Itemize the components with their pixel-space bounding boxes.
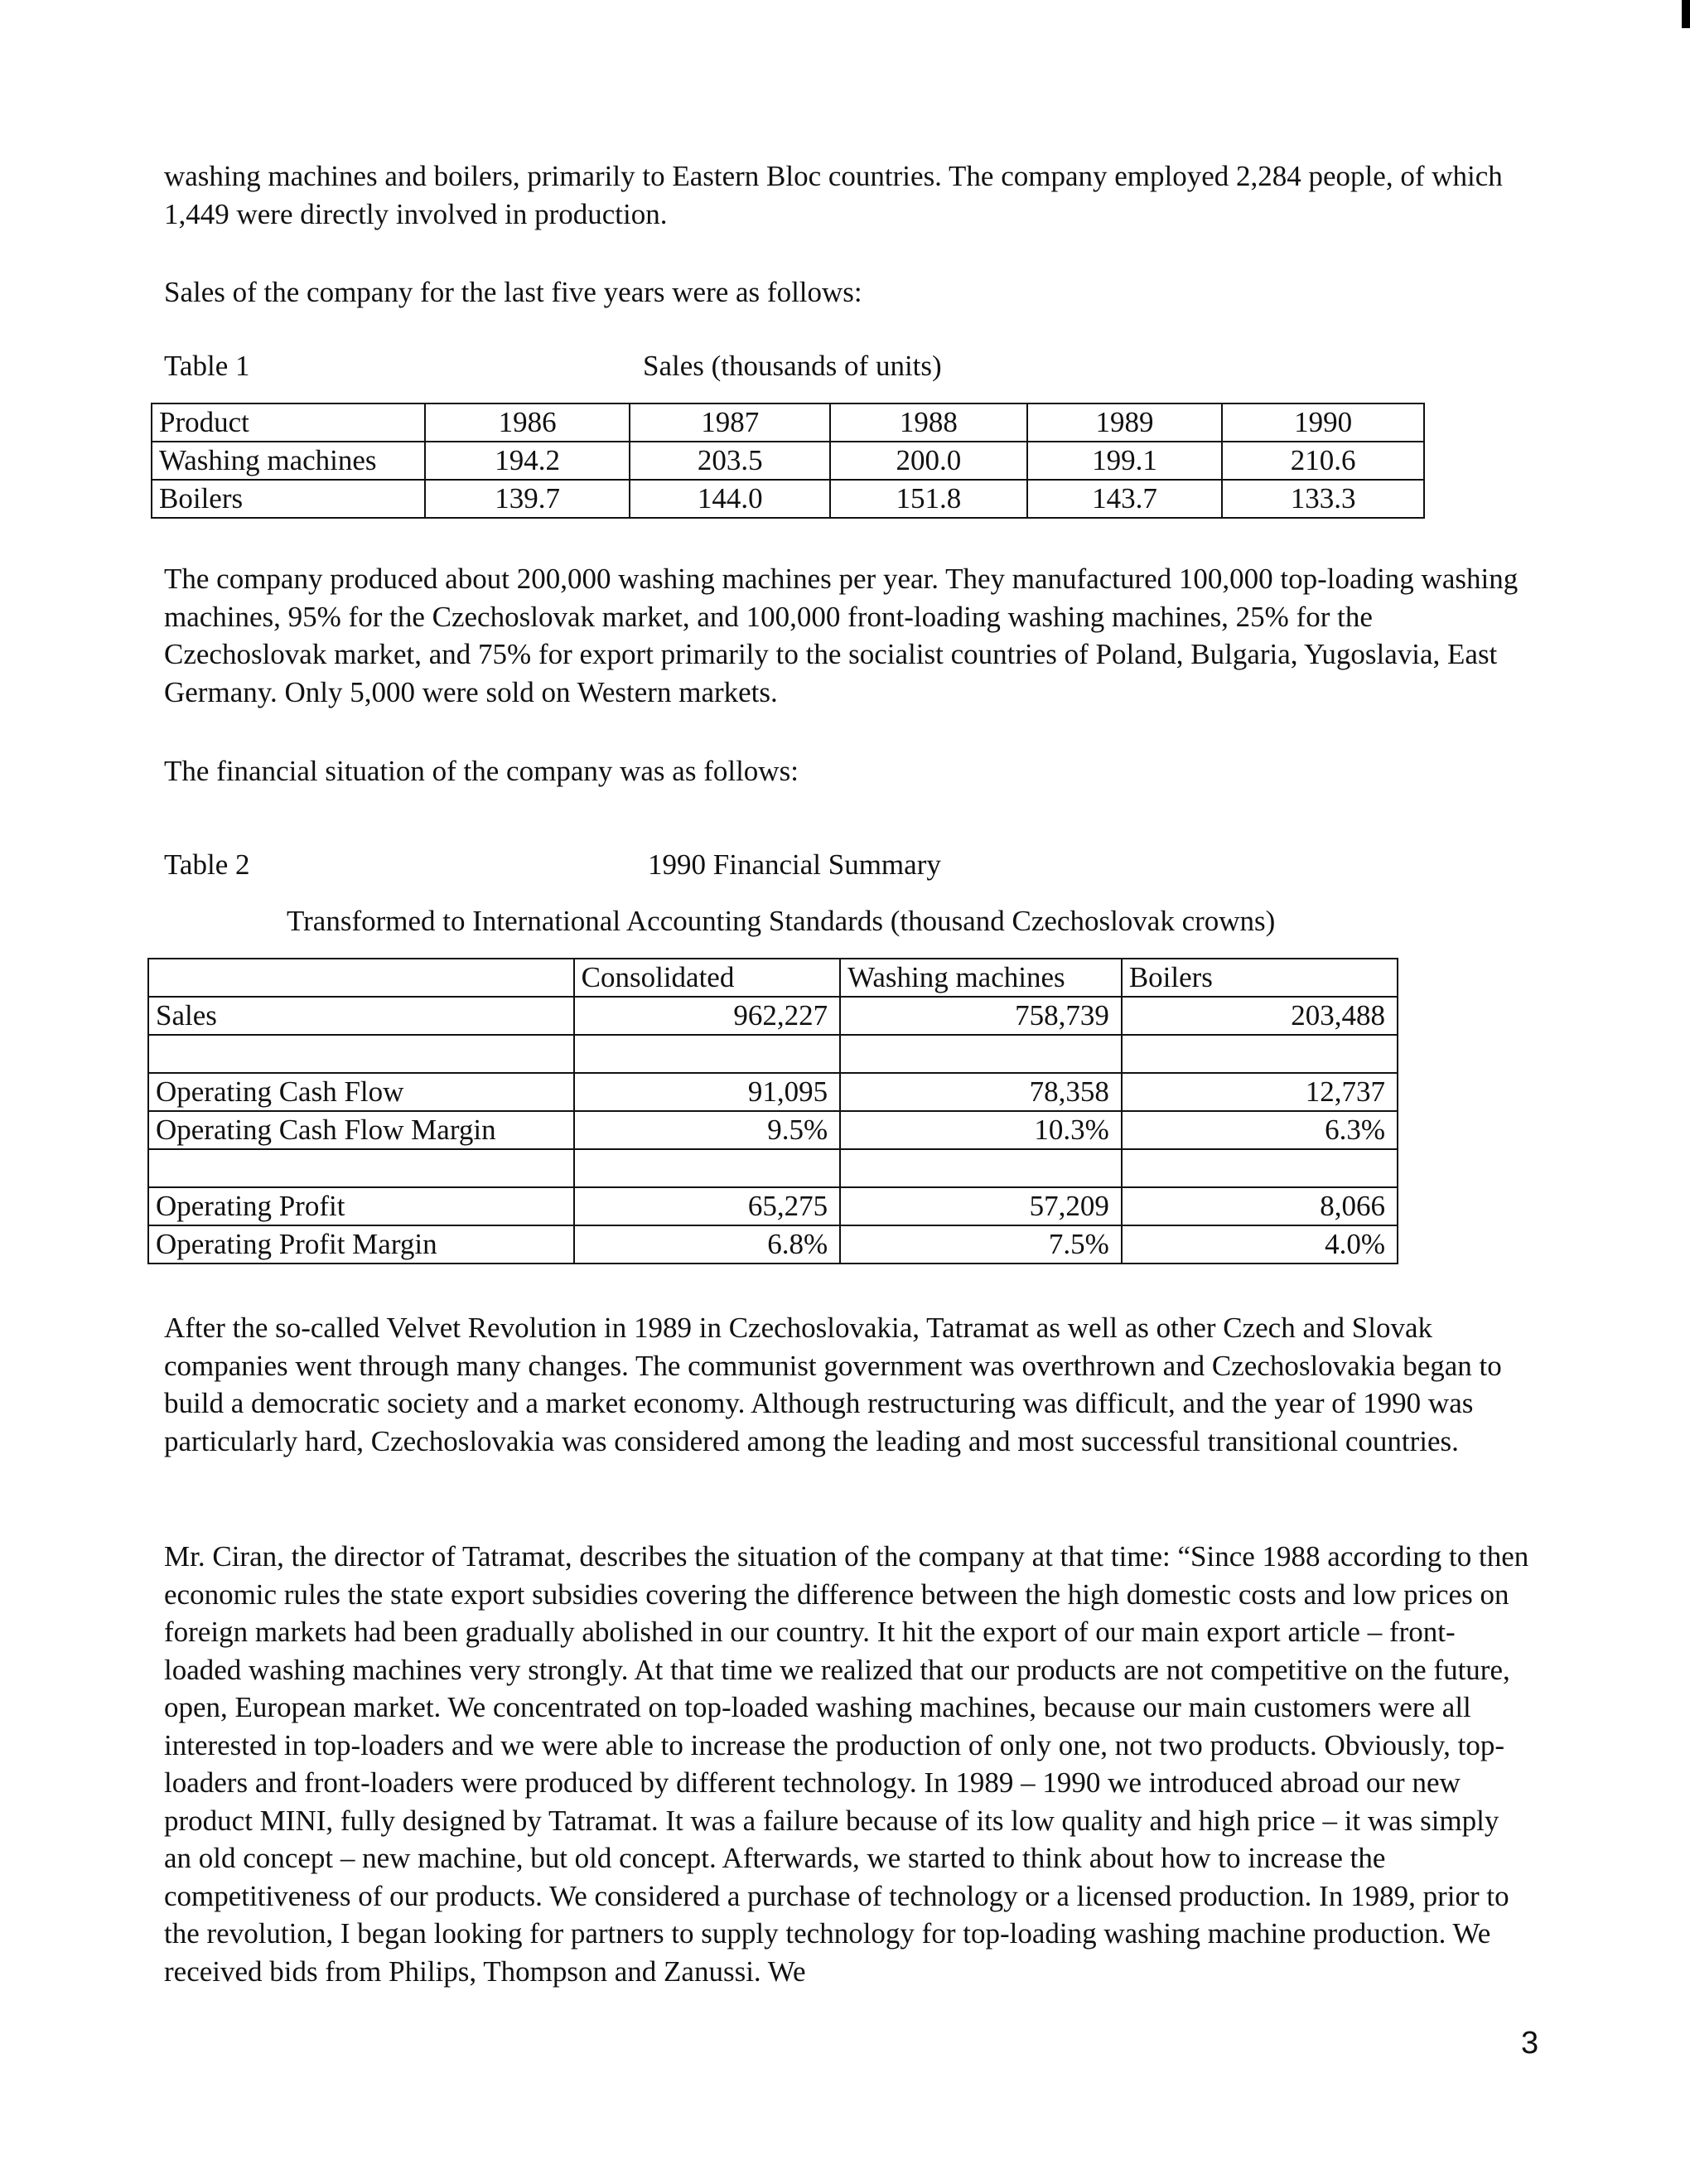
- paragraph-intro: washing machines and boilers, primarily to Eastern Bloc countries. The company employed 2,284 people, of which 1,449 were directly involved in production.: [164, 160, 1503, 230]
- table-header-row: [148, 959, 1398, 997]
- table-header-cell: Washing machines: [840, 959, 1122, 997]
- table-header-cell: 1986: [425, 403, 630, 442]
- table-header-cell: [148, 959, 574, 997]
- table-cell: 6.8%: [574, 1225, 840, 1264]
- table-cell: 12,737: [1122, 1073, 1398, 1111]
- table-cell: 10.3%: [840, 1111, 1122, 1149]
- table-row: [148, 1187, 1398, 1225]
- table-cell: [148, 1035, 574, 1073]
- table-cell: 200.0: [830, 442, 1027, 480]
- paragraph-sales-lead: Sales of the company for the last five years were as follows:: [164, 276, 862, 308]
- table-cell: [840, 1149, 1122, 1187]
- table-cell: [574, 1035, 840, 1073]
- table-header-cell: Boilers: [1122, 959, 1398, 997]
- table-row: [152, 442, 1424, 480]
- table-cell: 139.7: [425, 480, 630, 518]
- table-cell: 91,095: [574, 1073, 840, 1111]
- table2-title: 1990 Financial Summary: [648, 848, 941, 881]
- table-cell: Washing machines: [152, 442, 425, 480]
- table2-label: Table 2: [164, 848, 250, 881]
- table-cell: [1122, 1149, 1398, 1187]
- table-row: [148, 1225, 1398, 1264]
- page-number: 3: [1521, 2026, 1539, 2061]
- table-cell: 4.0%: [1122, 1225, 1398, 1264]
- paragraph-velvet-revolution: After the so-called Velvet Revolution in 1989 in Czechoslovakia, Tatramat as well as other Czech and Slovak companies went through many changes. The communist government was overthrown and Czechoslovakia began to build a democratic society and a market economy. Although restructuring was difficult, and the year of 1990 was particularly hard, Czechoslovakia was considered among the leading and most successful transitional countries.: [164, 1312, 1502, 1457]
- paragraph-director-quote: Mr. Ciran, the director of Tatramat, describes the situation of the company at that time: “Since 1988 according to then economic rules the state export subsidies covering the difference between the high domestic costs and low prices on foreign markets had been gradually abolished in our country. It hit the export of our main export article – front-loaded washing machines very strongly. At that time we realized that our products are not competitive on the future, open, European market. We concentrated on top-loaded washing machines, because our main customers were all interested in top-loaders and we were able to increase the production of only one, not two products. Obviously, top-loaders and front-loaders were produced by different technology. In 1989 – 1990 we introduced abroad our new product MINI, fully designed by Tatramat. It was a failure because of its low quality and high price – it was simply an old concept – new machine, but old concept. Afterwards, we started to think about how to increase the competitiveness of our products. We considered a purchase of technology or a licensed production. In 1989, prior to the revolution, I began looking for partners to supply technology for top-loading washing machine production. We received bids from Philips, Thompson and Zanussi. We: [164, 1540, 1529, 1988]
- table-cell: 57,209: [840, 1187, 1122, 1225]
- table-cell: 151.8: [830, 480, 1027, 518]
- table-cell: 65,275: [574, 1187, 840, 1225]
- table-cell: 78,358: [840, 1073, 1122, 1111]
- table-cell: [1122, 1035, 1398, 1073]
- table-row: [148, 997, 1398, 1035]
- table-cell: Operating Cash Flow: [148, 1073, 574, 1111]
- table-spacer-row: [148, 1149, 1398, 1187]
- table1-title: Sales (thousands of units): [643, 350, 942, 382]
- table-cell: 203,488: [1122, 997, 1398, 1035]
- table-cell: [148, 1149, 574, 1187]
- scan-edge-mark: [1682, 0, 1690, 28]
- table-header-cell: 1987: [630, 403, 830, 442]
- table-cell: 133.3: [1222, 480, 1424, 518]
- table-header-cell: 1988: [830, 403, 1027, 442]
- table-row: [152, 480, 1424, 518]
- table-cell: 758,739: [840, 997, 1122, 1035]
- table-cell: [840, 1035, 1122, 1073]
- table-cell: Sales: [148, 997, 574, 1035]
- table-spacer-row: [148, 1035, 1398, 1073]
- table-cell: 143.7: [1027, 480, 1223, 518]
- table-header-cell: Consolidated: [574, 959, 840, 997]
- table2-subtitle: Transformed to International Accounting Standards (thousand Czechoslovak crowns): [287, 905, 1276, 937]
- table-row: [148, 1111, 1398, 1149]
- paragraph-production: The company produced about 200,000 washing machines per year. They manufactured 100,000 top-loading washing machines, 95% for the Czechoslovak market, and 100,000 front-loading washing machines, 25% for the Czechoslovak market, and 75% for export primarily to the socialist countries of Poland, Bulgaria, Yugoslavia, East Germany. Only 5,000 were sold on Western markets.: [164, 563, 1519, 708]
- table-cell: Operating Profit: [148, 1187, 574, 1225]
- table-cell: 144.0: [630, 480, 830, 518]
- table-header-row: [152, 403, 1424, 442]
- table-cell: 194.2: [425, 442, 630, 480]
- table-row: [148, 1073, 1398, 1111]
- table-cell: Boilers: [152, 480, 425, 518]
- table-cell: Operating Cash Flow Margin: [148, 1111, 574, 1149]
- table-cell: 8,066: [1122, 1187, 1398, 1225]
- table1-label: Table 1: [164, 350, 250, 382]
- table-header-cell: 1989: [1027, 403, 1223, 442]
- table-cell: 7.5%: [840, 1225, 1122, 1264]
- table-cell: 210.6: [1222, 442, 1424, 480]
- table-header-cell: 1990: [1222, 403, 1424, 442]
- table-header-cell: Product: [152, 403, 425, 442]
- financial-summary-table: [147, 958, 1398, 1264]
- table-cell: [574, 1149, 840, 1187]
- table-cell: 199.1: [1027, 442, 1223, 480]
- table-cell: 962,227: [574, 997, 840, 1035]
- table-cell: 6.3%: [1122, 1111, 1398, 1149]
- paragraph-financial-lead: The financial situation of the company was as follows:: [164, 755, 799, 787]
- table-cell: 9.5%: [574, 1111, 840, 1149]
- table-cell: Operating Profit Margin: [148, 1225, 574, 1264]
- sales-table: [151, 403, 1425, 519]
- table-cell: 203.5: [630, 442, 830, 480]
